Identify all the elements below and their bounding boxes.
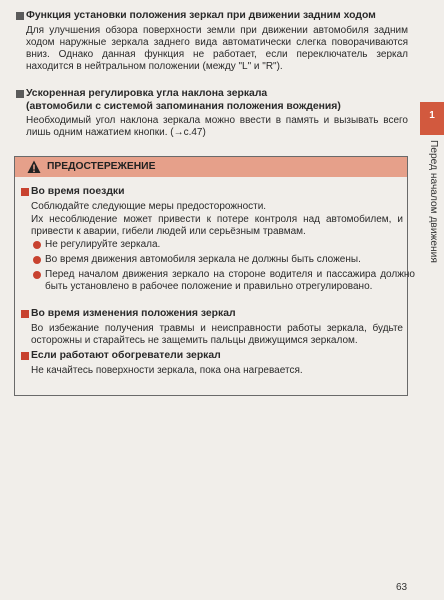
warning-text: Их несоблюдение может привести к потере контроля над автомобилем, и привести к аварии, гибели людей или серьёзным травмам.: [31, 214, 403, 237]
list-item: Во время движения автомобиля зеркала не должны быть сложены.: [33, 254, 415, 266]
section-quick-adjust: [16, 88, 408, 139]
section-mirror-reverse: [16, 10, 408, 73]
bullet-icon: [33, 271, 41, 279]
bullet-icon: [33, 241, 41, 249]
subheading-square-icon: [21, 310, 29, 318]
warning-text: Во избежание получения травмы и неисправности работы зеркала, будьте осторожны и старайтесь не защемить пальцы движущимся зеркалом.: [31, 323, 403, 346]
warning-subheading: Во время изменения положения зеркал: [21, 308, 411, 320]
subheading-square-icon: [21, 352, 29, 360]
list-item: Перед началом движения зеркало на стороне водителя и пассажира должно быть установлено в рабочее положение и правильно отрегулировано.: [33, 269, 415, 293]
heading-square-icon: [16, 12, 24, 20]
chapter-label: Перед началом движения: [428, 140, 439, 263]
chapter-number: 1: [429, 110, 435, 121]
warning-subheading: Во время поездки: [21, 186, 411, 198]
warning-box: [14, 156, 415, 396]
warning-text: Соблюдайте следующие меры предосторожности.: [31, 201, 267, 212]
warning-header: [15, 157, 407, 177]
chapter-tab: [420, 102, 444, 135]
warning-title: ПРЕДОСТЕРЕЖЕНИЕ: [47, 161, 156, 172]
warning-text: Не качайтесь поверхности зеркала, пока она нагревается.: [31, 365, 303, 376]
warning-subheading: Если работают обогреватели зеркал: [21, 350, 411, 362]
list-item: Не регулируйте зеркала.: [33, 239, 415, 251]
heading-square-icon: [16, 90, 24, 98]
section-heading: Ускоренная регулировка угла наклона зеркала (автомобили с системой запоминания положения вождения): [16, 88, 408, 113]
section-heading: Функция установки положения зеркал при движении задним ходом: [16, 10, 408, 23]
warning-triangle-icon: [27, 160, 41, 174]
section-text: Для улучшения обзора поверхности земли при движении автомобиля задним ходом наружные зеркала заднего вида автоматически слегка поворачиваются вниз. Однако данная функция не работает, если переключатель зеркал находится в нейтральном положении (между "L" и "R").: [26, 24, 408, 72]
subheading-square-icon: [21, 188, 29, 196]
section-text: Необходимый угол наклона зеркала можно ввести в память и вызывать всего лишь одним нажатием кнопки. (→с.47): [26, 115, 408, 138]
page-number: 63: [396, 582, 408, 593]
bullet-icon: [33, 256, 41, 264]
